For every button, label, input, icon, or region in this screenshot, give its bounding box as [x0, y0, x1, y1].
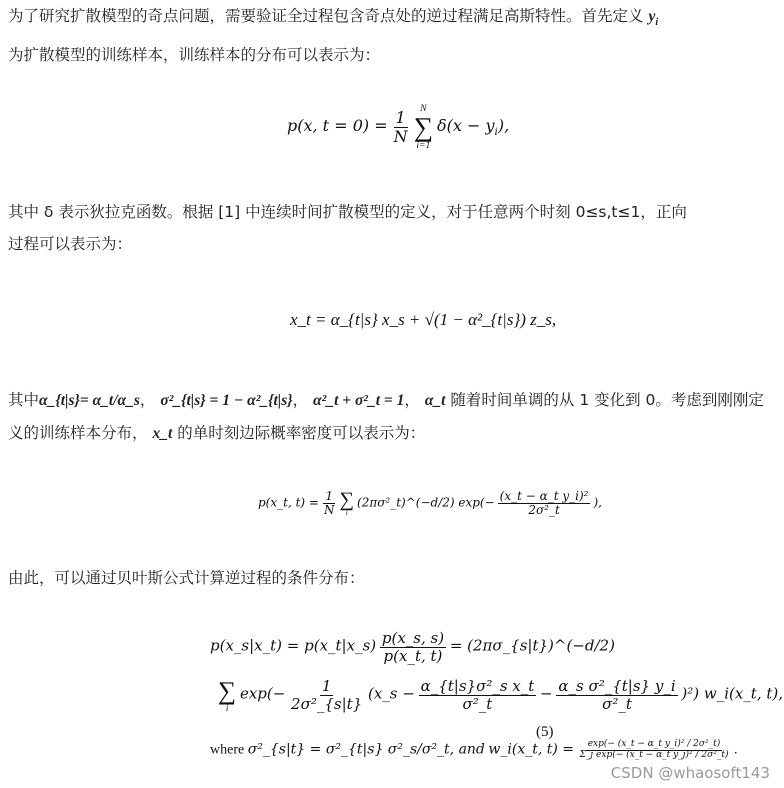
equation-5-row-2: ∑ i exp(− $\frac{1}{\text{2σ²\_\{s|t\}}}$ (x_s − $\frac{\text{α\_\{t|s\}σ²\_s x\_t}}{\text{σ²\_t}}$ − $\frac{\text{α\_s σ²\_\{t|s\} y\_i}}{\text{σ²\_t}}$ )²) w_i(x_t, t),: [218, 676, 784, 713]
paragraph-4: 由此，可以通过贝叶斯公式计算逆过程的条件分布：: [8, 569, 365, 587]
paragraph-1-line-1: 为了研究扩散模型的奇点问题，需要验证全过程包含奇点处的逆过程满足高斯特性。首先定义: [8, 7, 644, 25]
def-sum: α²_t + σ²_t = 1: [313, 392, 405, 409]
equation-1: p(x, t = 0) = $\frac{1}{N}$ N ∑ i=1 $\delta(x - y_i)$,: [287, 103, 510, 151]
equation-2: x_t = α_{t|s} x_s + √(1 − α²_{t|s}) z_s,: [290, 310, 557, 329]
equation-5-row-3: where σ²_{s|t} = σ²_{t|s} σ²_s/σ²_t, and w_i(x_t, t) = $\frac{\text{exp(− (x\_t − α\_t y\_i)² / 2σ²\_t)}}{\text{Σ\_j exp(− (x\_t − α\_t y\_j)² / 2σ²\_t)}}$ .: [210, 739, 738, 760]
def-sigma: σ²_{t|s} = 1 − α²_{t|s}: [160, 392, 293, 409]
equation-3: p(x_t, t) = $\frac{1}{N}$ ∑ i (2πσ²_t)^(−d/2) exp(− $\frac{\text{(x\_t − α\_t y\_i)²}}{\text{2σ²\_t}}$ ),: [258, 489, 602, 518]
paragraph-2-line-1: 其中 δ 表示狄拉克函数。根据 [1] 中连续时间扩散模型的定义，对于任意两个时刻 0≤s,t≤1，正向: [8, 203, 687, 221]
paragraph-2: [8, 196, 776, 260]
var-alpha-t: α_t: [424, 392, 446, 409]
equation-5-row-1: p(x_s|x_t) = p(x_t|x_s) $\frac{p(x\_s, s)}{p(x\_t, t)}$ = (2πσ_{s|t})^(−d/2): [210, 629, 615, 665]
paragraph-1: [8, 0, 776, 71]
var-y: $y_i$: [648, 8, 659, 29]
def-alpha: α_{t|s}= α_t/α_s: [39, 392, 140, 409]
watermark: CSDN @whaosoft143: [610, 764, 770, 782]
paragraph-2-line-2: 过程可以表示为：: [8, 235, 133, 253]
paragraph-3: 其中α_{t|s}= α_t/α_s， σ²_{t|s} = 1 − α²_{t|s}， α²_t + σ²_t = 1， α_t 随着时间单调的从 1 变化到 0。考虑到刚刚定 义的训练样本分布， x_t 的单时刻边际概率密度可以表示为：: [8, 391, 764, 442]
var-x-t: x_t: [152, 425, 173, 442]
equation-number: (5): [536, 724, 554, 740]
paragraph-1-line-2: 为扩散模型的训练样本，训练样本的分布可以表示为：: [8, 46, 381, 65]
